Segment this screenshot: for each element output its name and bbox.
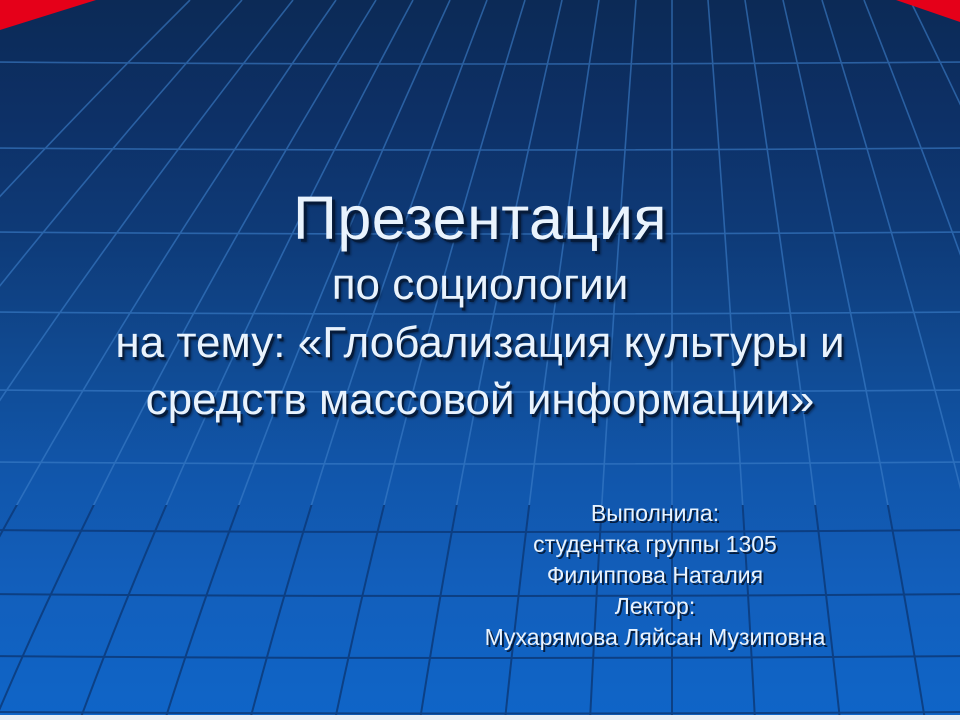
bottom-edge-strip [0,715,960,720]
subtitle-student-name: Филиппова Наталия [546,562,764,588]
subtitle-student-group: студентка группы 1305 [533,531,777,557]
subtitle-lecturer-label: Лектор: [614,593,696,619]
top-left-red-corner-accent [0,0,96,30]
top-right-red-corner-accent [896,0,960,22]
subtitle-author-label: Выполнила: [590,500,720,526]
title-line-4: средств массовой информации» [145,375,815,424]
title-line-3: на тему: «Глобализация культуры и [115,317,845,367]
title-line-2: по социологии [331,260,629,309]
slide-subtitle-block [360,498,950,653]
subtitle-lecturer-name: Мухарямова Ляйсан Музиповна [484,624,826,650]
slide-title-block [0,180,960,429]
title-line-1: Презентация [293,184,667,252]
